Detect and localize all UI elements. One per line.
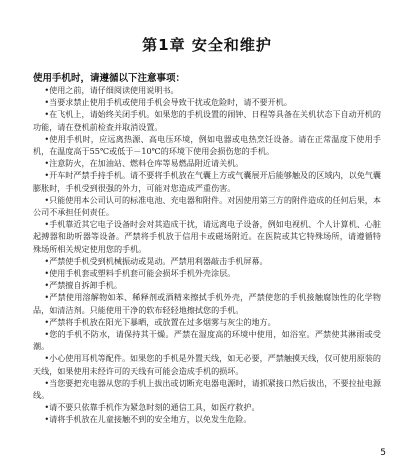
safety-note: •请不要只依靠手机作为紧急时刻的通信工具，如医疗救护。	[44, 402, 260, 413]
safety-notes-body	[33, 84, 381, 426]
safety-note: •严禁将手机放在阳光下暴晒，或放置在过多烟雾与灰尘的地方。	[44, 316, 276, 327]
safety-note: •当要求禁止使用手机或使用手机会导致干扰或危险时，请不要开机。	[44, 97, 292, 108]
section-heading: 使用手机时，请遵循以下注意事项：	[33, 73, 186, 84]
safety-note: •请将手机放在儿童接触不到的安全地方，以免发生危险。	[44, 414, 252, 425]
safety-note: •小心使用耳机等配件。如果您的手机是外置天线，如无必要，严禁触摸天线，仅可使用原装的天线，如果使用未经许可的天线有可能会造成手机的损坏。	[33, 353, 381, 376]
safety-note: •严禁使手机受到机械振动或晃动。严禁用利器敲击手机屏幕。	[44, 255, 268, 266]
safety-note: •开车时严禁手持手机。请不要将手机放在气囊上方或气囊展开后能够触及的区域内，以免气囊膨胀时，手机受到很强的外力，可能对您造成严重伤害。	[33, 170, 381, 193]
chapter-title: 第1章 安全和维护	[142, 36, 272, 54]
safety-note: •使用手机套或塑料手机套可能会损坏手机外壳涂层。	[44, 268, 236, 279]
safety-note: •使用手机时，应远离热源、高电压环境，例如电器或电热烹饪设备。请在正常温度下使用手机，在温度高于55℃或低于－10℃的环境下使用会损伤您的手机。	[33, 133, 381, 157]
safety-note: •当您要把充电器从您的手机上拔出或切断充电器电源时，请抓紧接口然后拔出，不要拉扯电源线。	[33, 377, 381, 401]
safety-note: •您的手机不防水，请保持其干燥。严禁在湿度高的环境中使用，如浴室。严禁使其淋雨或受潮。	[33, 329, 381, 352]
safety-note: •在飞机上，请始终关闭手机。如果您的手机设置的闹钟、日程等具备在关机状态下自动开机的功能，请在登机前检查并取消设置。	[33, 109, 381, 132]
safety-note: •严禁擅自拆卸手机。	[44, 280, 122, 291]
page-number: 5	[380, 448, 386, 458]
safety-note: •注意防火，在加油站、燃料仓库等易燃品附近请关机。	[44, 158, 244, 169]
safety-note: •手机靠近其它电子设备时会对其造成干扰，请远离电子设备，例如电视机、个人计算机、心脏起搏器和助听器等设备。严禁将手机放于信用卡或磁场附近。在医院或其它特殊场所，请遵循特殊场所相关规定使用您的手机。	[33, 219, 381, 254]
safety-note: •使用之前，请仔细阅读使用说明书。	[44, 85, 179, 95]
safety-note: •严禁使用溶解物如苯、稀释剂或酒精来擦拭手机外壳，严禁使您的手机接触腐蚀性的化学物品，如清洁剂。只能使用干净的软布轻轻地擦拭您的手机。	[33, 292, 381, 315]
safety-note: •只能使用本公司认可的标准电池、充电器和附件。对因使用第三方的附件造成的任何后果，本公司不承担任何责任。	[33, 194, 381, 218]
